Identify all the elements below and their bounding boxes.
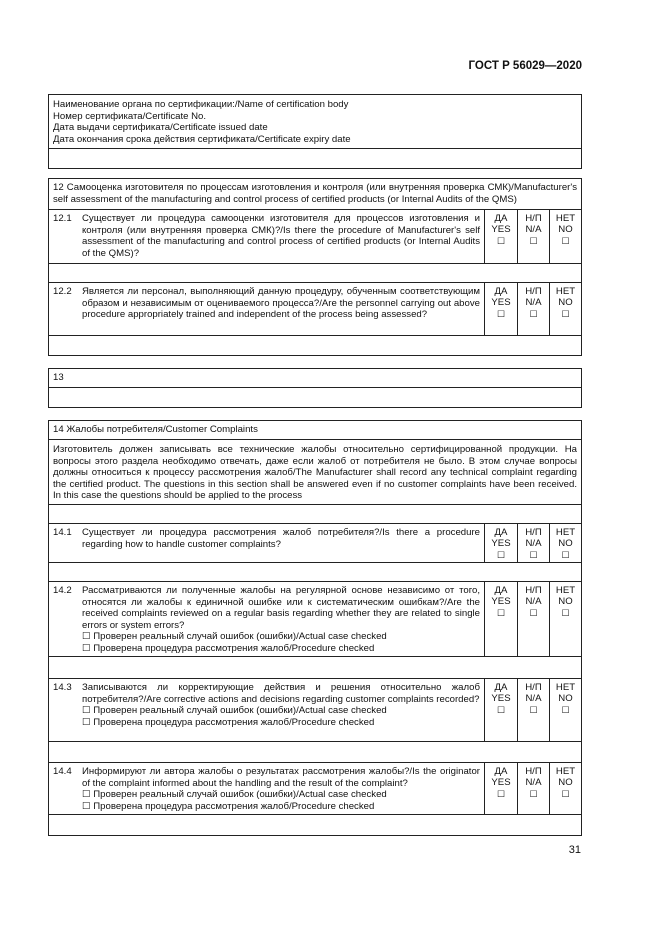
checkbox-icon[interactable]: ☐ [561,308,570,319]
question-row [49,283,581,336]
blank-row[interactable] [49,563,581,582]
blank-row[interactable] [49,505,581,524]
question-number: 14.3 [53,682,72,693]
checkbox-icon[interactable]: ☐ [496,607,506,618]
option-no[interactable]: НЕТ NO ☐ [549,679,581,741]
question-row [49,763,581,815]
checkbox-icon[interactable]: ☐ [529,788,538,799]
checkbox-icon[interactable]: ☐ [529,704,538,715]
checkbox-icon[interactable]: ☐ [529,235,538,246]
check-procedure[interactable]: ☐ Проверена процедура рассмотрения жалоб/Procedure checked [82,716,375,728]
section-title [49,421,581,440]
section-title [49,179,581,210]
option-yes[interactable]: ДА YES ☐ [491,585,511,618]
option-na[interactable]: Н/П N/A ☐ [517,524,549,562]
question-text: Записываются ли корректирующие действия и решения относительно жалоб потребителя?/Are corrective actions and decisions regarding customer complaints recorded? [82,682,480,705]
question-row [49,679,581,742]
question-row [49,524,581,563]
section-12-title: 12 Самооценка изготовителя по процессам изготовления и контроля (или внутренняя проверка СМК)/Manufacturer's self assessment of the manufacturing and control process of certified products (or Internal Audits of the QMS) [53,182,577,205]
question-text: Существует ли процедура рассмотрения жалоб потребителя?/Is there a procedure regarding how to handle customer complaints? [80,524,485,562]
document-id: ГОСТ Р 56029—2020 [468,60,582,72]
section-14-title: 14 Жалобы потребителя/Customer Complaints [53,424,258,435]
option-na[interactable]: Н/П N/A ☐ [517,582,549,656]
section-13 [48,368,582,408]
section-intro [49,440,581,505]
check-actual-case[interactable]: ☐ Проверен реальный случай ошибок (ошибки)/Actual case checked [82,789,387,801]
option-no[interactable]: НЕТ NO ☐ [549,582,581,656]
option-yes[interactable]: ДА YES ☐ [491,213,511,246]
checkbox-icon[interactable]: ☐ [496,704,506,715]
certificate-info-row [49,95,581,149]
blank-row[interactable] [49,815,581,835]
option-no[interactable]: НЕТ NO ☐ [549,210,581,263]
checkbox-icon[interactable]: ☐ [529,308,538,319]
blank-row[interactable] [49,742,581,763]
blank-row[interactable] [49,336,581,355]
question-text: Рассматриваются ли полученные жалобы на регулярной основе независимо от того, относятся ли жалобы к единичной ошибке или к систематическим ошибкам?/Are the received complaints reviewed on a regular basis regarding whether they are related to single errors or system errors? [82,585,480,631]
question-number: 14.2 [53,585,72,596]
option-yes[interactable]: ДА YES ☐ [491,766,511,799]
option-no[interactable]: НЕТ NO ☐ [549,763,581,814]
question-row [49,210,581,264]
option-na[interactable]: Н/П N/A ☐ [517,283,549,335]
option-yes[interactable]: ДА YES ☐ [491,682,511,715]
certificate-block [48,94,582,169]
blank-row[interactable] [49,149,581,168]
question-number: 14.1 [53,527,72,538]
question-text: Является ли персонал, выполняющий данную процедуру, обученным соответствующим образом и независимым от оцениваемого процесса?/Are the personnel carrying out above procedure appropriately trained and independent of the process being assessed? [80,283,485,335]
cert-body-label: Наименование органа по сертификации:/Name of certification body [53,99,349,110]
blank-row[interactable] [49,388,581,407]
cert-expiry-label: Дата окончания срока действия сертификата/Certificate expiry date [53,133,351,145]
option-yes[interactable]: ДА YES ☐ [491,527,511,560]
checkbox-icon[interactable]: ☐ [496,235,506,246]
cert-issued-label: Дата выдачи сертификата/Certificate issued date [53,122,268,133]
checkbox-icon[interactable]: ☐ [496,308,506,319]
question-text: Информируют ли автора жалобы о результатах рассмотрения жалобы?/Is the originator of the complaint informed about the handling and the result of the complaint? [82,766,480,789]
page-number: 31 [568,844,581,856]
check-actual-case[interactable]: ☐ Проверен реальный случай ошибок (ошибки)/Actual case checked [82,631,387,643]
check-actual-case[interactable]: ☐ Проверен реальный случай ошибок (ошибки)/Actual case checked [82,705,387,717]
question-number: 12.2 [53,286,72,297]
checkbox-icon[interactable]: ☐ [561,788,570,799]
option-na[interactable]: Н/П N/A ☐ [517,210,549,263]
option-no[interactable]: НЕТ NO ☐ [549,283,581,335]
section-12 [48,178,582,356]
section-14-intro: Изготовитель должен записывать все технические жалобы относительно сертифицированной продукции. На вопросы этого раздела необходимо отвечать, даже если жалоб от потребителя не было. В этом случае вопросы должны относиться к процессу рассмотрения жалоб/The Manufacturer shall record any technical complaint regarding the certified product. The questions in this section shall be answered even if no customer complaints have been received. In this case the questions should be applied to the process [53,444,577,502]
checkbox-icon[interactable]: ☐ [529,549,538,560]
option-na[interactable]: Н/П N/A ☐ [517,763,549,814]
checkbox-icon[interactable]: ☐ [561,549,570,560]
section-14 [48,420,582,836]
option-yes[interactable]: ДА YES ☐ [491,286,511,319]
section-title [49,369,581,388]
check-procedure[interactable]: ☐ Проверена процедура рассмотрения жалоб/Procedure checked [82,800,375,812]
checkbox-icon[interactable]: ☐ [496,788,506,799]
checkbox-icon[interactable]: ☐ [529,607,538,618]
question-text: Существует ли процедура самооценки изготовителя для процессов изготовления и контроля (или внутренняя проверка СМК)?/Is there the procedure of Manufacturer's self assessment of the manufacturing and control process of certified products (or Internal Audits of the QMS)? [80,210,485,263]
question-number: 14.4 [53,766,72,777]
checkbox-icon[interactable]: ☐ [561,704,570,715]
blank-row[interactable] [49,264,581,283]
question-row [49,582,581,657]
check-procedure[interactable]: ☐ Проверена процедура рассмотрения жалоб/Procedure checked [82,642,375,654]
checkbox-icon[interactable]: ☐ [561,235,570,246]
blank-row[interactable] [49,657,581,679]
option-no[interactable]: НЕТ NO ☐ [549,524,581,562]
question-number: 12.1 [53,213,72,224]
cert-number-label: Номер сертификата/Certificate No. [53,110,207,122]
checkbox-icon[interactable]: ☐ [561,607,570,618]
option-na[interactable]: Н/П N/A ☐ [517,679,549,741]
section-13-title: 13 [53,372,64,383]
checkbox-icon[interactable]: ☐ [496,549,506,560]
